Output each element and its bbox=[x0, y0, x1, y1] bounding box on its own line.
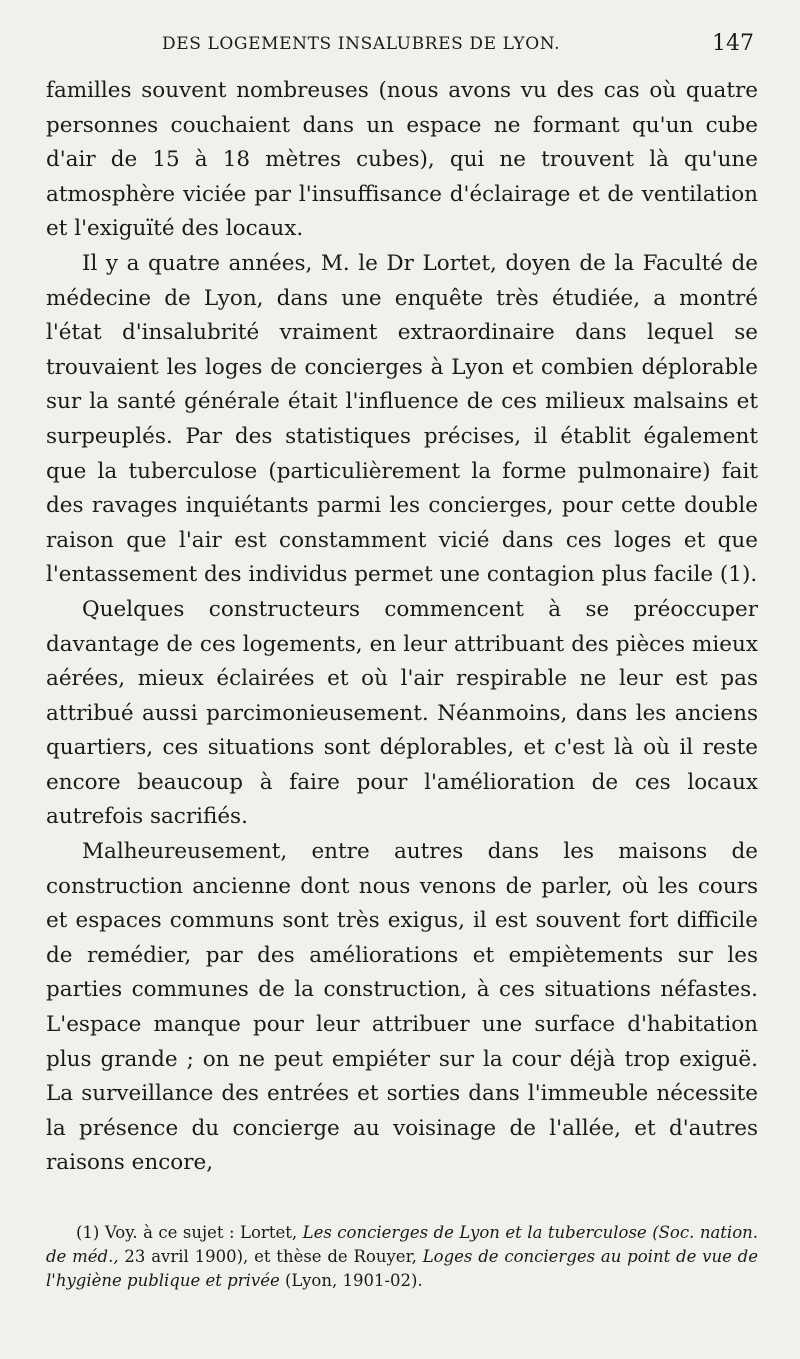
footnote-text: 23 avril 1900), et thèse de Rouyer, bbox=[124, 1247, 417, 1266]
paragraph: Quelques constructeurs commencent à se préoccuper davantage de ces logements, en leur attribuant des pièces mieux aérées, mieux éclairées et où l'air respirable ne leur est pas attribué aussi parcimonieusement. Néanmoins, dans les anciens quartiers, ces situations sont déplorables, et c'est là où il reste encore beaucoup à faire pour l'amélioration de ces locaux autrefois sacrifiés. bbox=[46, 596, 758, 830]
footnote bbox=[46, 1221, 758, 1293]
running-title: DES LOGEMENTS INSALUBRES DE LYON. bbox=[162, 34, 561, 54]
footnote-cited-title: Les concierges de Lyon et la tuberculose bbox=[302, 1223, 647, 1242]
page-number: 147 bbox=[712, 31, 754, 56]
footnote-source: (Soc. nation. de méd., bbox=[46, 1223, 759, 1266]
paragraph: familles souvent nombreuses (nous avons vu des cas où quatre personnes couchaient dans un espace ne formant qu'un cube d'air de 15 à 18 mètres cubes), qui ne trouvent là qu'une atmosphère viciée par l'insuffisance d'éclairage et de ventilation et l'exiguïté des locaux. bbox=[46, 78, 758, 242]
running-header bbox=[46, 30, 758, 74]
footnote-text: (Lyon, 1901-02). bbox=[284, 1271, 423, 1290]
paragraph: Malheureusement, entre autres dans les maisons de construction ancienne dont nous venons de parler, où les cours et espaces communs sont très exigus, il est souvent fort difficile de remédier, par des améliorations et empiètements sur les parties communes de la construction, à ces situations néfastes. L'espace manque pour leur attribuer une surface d'habitation plus grande ; on ne peut empiéter sur la cour déjà trop exiguë. La surveillance des entrées et sorties dans l'immeuble nécessite la présence du concierge au voisinage de l'allée, et d'autres raisons encore, bbox=[46, 839, 758, 1176]
paragraph: Il y a quatre années, M. le Dr Lortet, doyen de la Faculté de médecine de Lyon, dans une enquête très étudiée, a montré l'état d'insalubrité vraiment extraordinaire dans lequel se trouvaient les loges de concierges à Lyon et combien déplorable sur la santé générale était l'influence de ces milieux malsains et surpeuplés. Par des statistiques précises, il établit également que la tuberculose (particulièrement la forme pulmonaire) fait des ravages inquiétants parmi les concierges, pour cette double raison que l'air est constamment vicié dans ces loges et que l'entassement des individus permet une contagion plus facile (1). bbox=[46, 250, 758, 588]
body-text bbox=[46, 74, 758, 1181]
footnote-cited-title: Loges de concierges au point de vue de l'hygiène publique et privée bbox=[46, 1247, 759, 1290]
footnote-marker: (1) bbox=[76, 1223, 100, 1242]
footnotes bbox=[46, 1221, 758, 1293]
footnote-text: Voy. à ce sujet : Lortet, bbox=[104, 1223, 298, 1242]
